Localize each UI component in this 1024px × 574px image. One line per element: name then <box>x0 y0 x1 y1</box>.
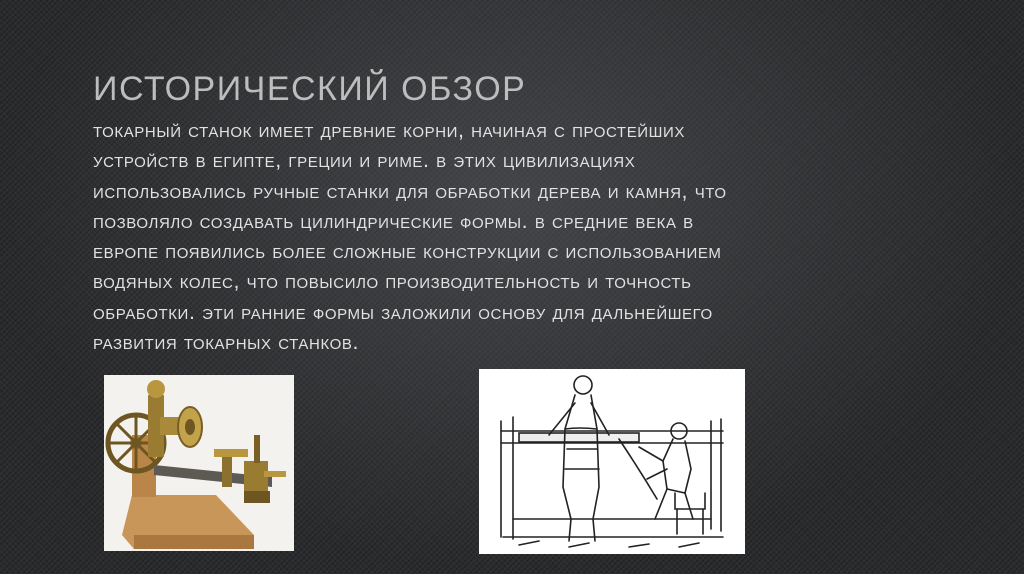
slide-title: ИСТОРИЧЕСКИЙ ОБЗОР <box>93 70 527 108</box>
body-line: развития токарных станков. <box>93 330 360 355</box>
body-line: водяных колес, что повысило производительность и точность <box>93 269 692 294</box>
medieval-lathe-sketch <box>479 369 745 554</box>
antique-lathe-photo <box>104 375 294 551</box>
body-line: обработки. эти ранние формы заложили основу для дальнейшего <box>93 299 713 324</box>
body-line: европе появились более сложные конструкции с использованием <box>93 239 722 264</box>
body-line: токарный станок имеет древние корни, начиная с простейших <box>93 118 686 142</box>
body-line: использовались ручные станки для обработки дерева и камня, что <box>93 178 727 203</box>
body-line: позволяло создавать цилиндрические формы. в средние века в <box>93 208 694 233</box>
body-line: устройств в египте, греции и риме. в этих цивилизациях <box>93 148 636 173</box>
slide-body-text <box>93 115 923 355</box>
